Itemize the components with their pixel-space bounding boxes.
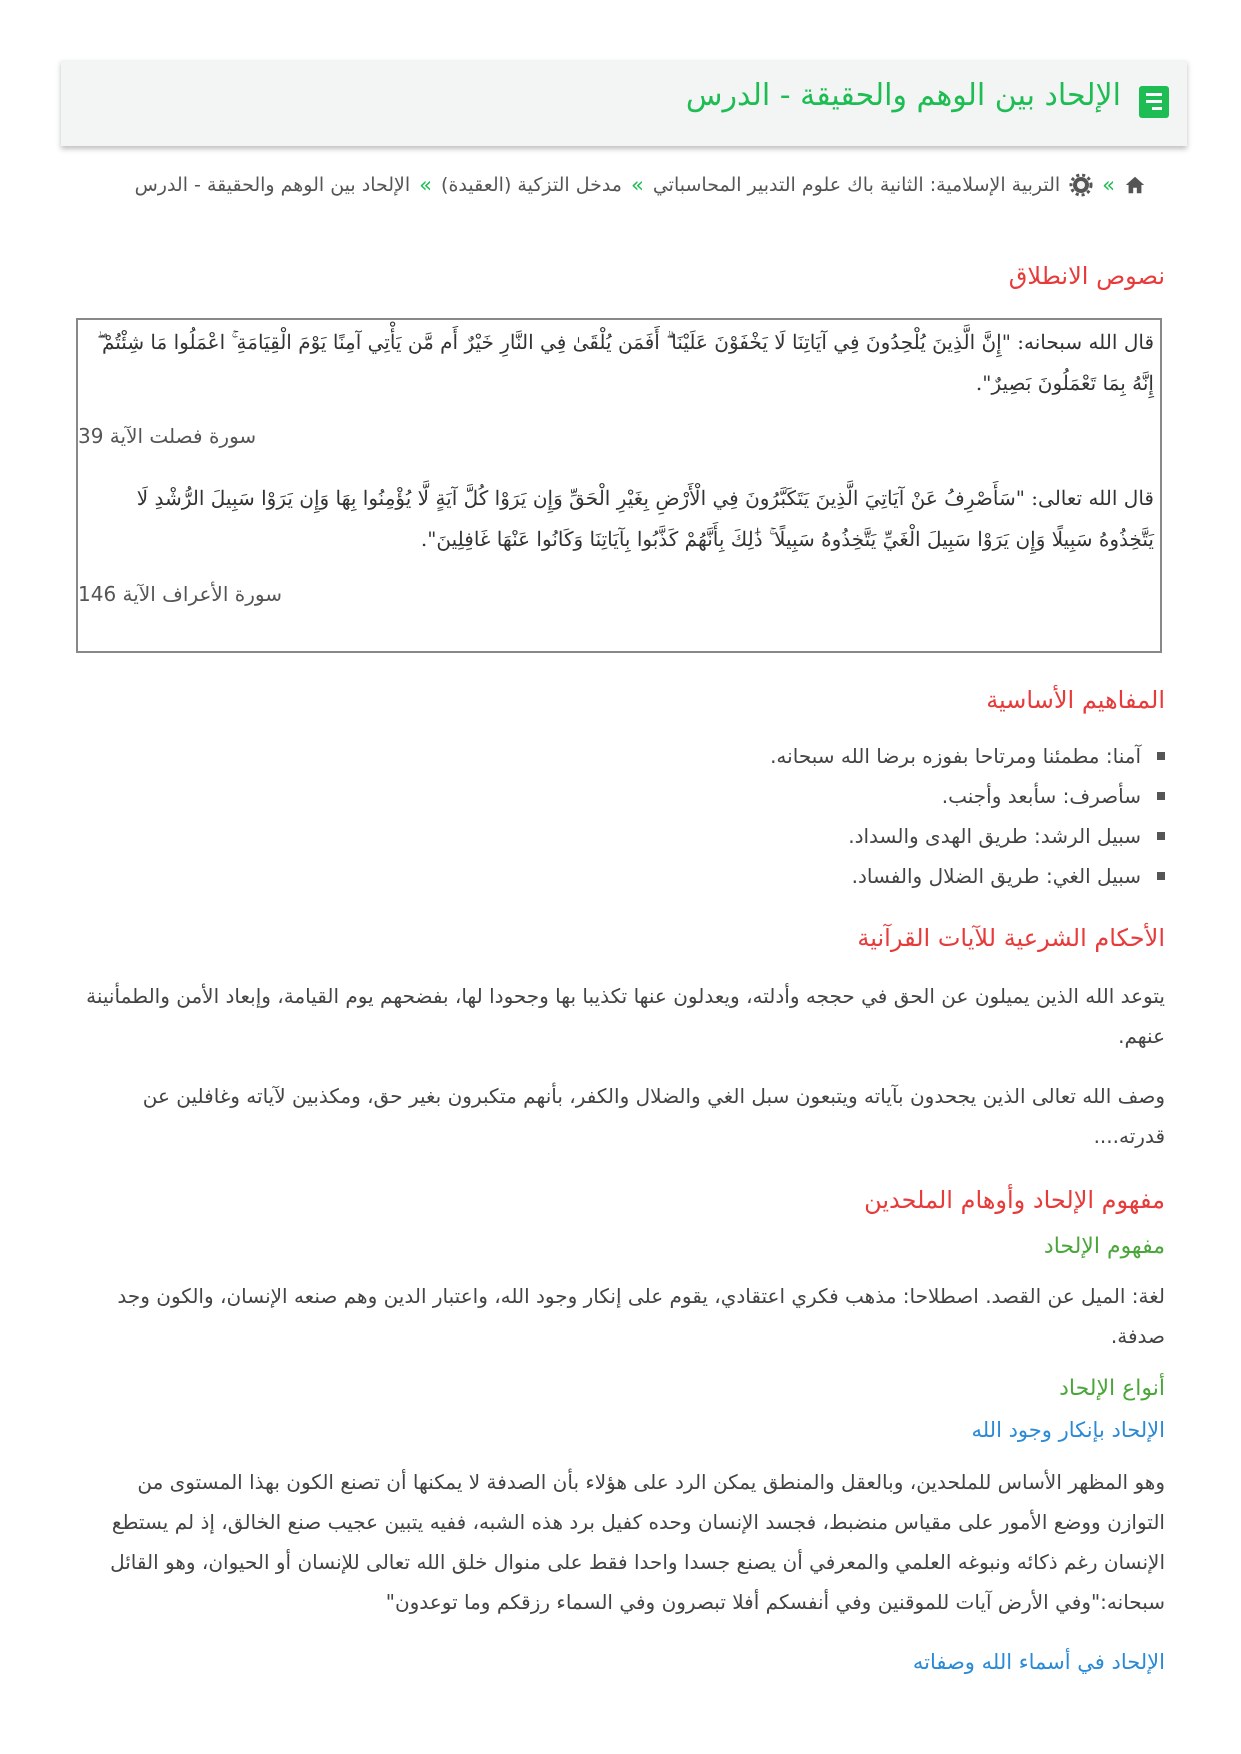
paragraph: يتوعد الله الذين يميلون عن الحق في حججه وأدلته، ويعدلون عنها تكذيبا بها وجحودا لها، بفضحهم يوم القيامة، وإبعاد الأمن والطمأنينة عنهم. — [86, 984, 1165, 1048]
gear-icon — [1069, 173, 1093, 197]
list-item: سبيل الغي: طريق الضلال والفساد. — [165, 856, 1165, 896]
subsubsection-title-type2: الإلحاد في أسماء الله وصفاته — [912, 1650, 1165, 1674]
paragraph: لغة: الميل عن القصد. اصطلاحا: مذهب فكري اعتقادي، يقوم على إنكار وجود الله، واعتبار الدين وهم صنعه الإنسان، والكون وجد صدفة. — [117, 1284, 1165, 1348]
concepts-list — [165, 736, 1165, 896]
paragraph: وصف الله تعالى الذين يجحدون بآياته ويتبعون سبل الغي والضلال والكفر، بأنهم متكبرون بغير حق، ومكذبين لآياته وغافلين عن قدرته.... — [142, 1084, 1165, 1148]
breadcrumb-separator: » — [1102, 173, 1115, 197]
breadcrumb — [135, 170, 1146, 200]
quote-reference: سورة الأعراف الآية 146 — [78, 582, 282, 606]
bullet-icon — [1157, 792, 1165, 800]
bullet-icon — [1157, 832, 1165, 840]
section-title-rulings: الأحكام الشرعية للآيات القرآنية — [857, 924, 1165, 952]
document-icon — [1139, 86, 1169, 118]
quote-reference: سورة فصلت الآية 39 — [78, 424, 257, 448]
section-title-starting-texts: نصوص الانطلاق — [1008, 262, 1165, 290]
bullet-icon — [1157, 872, 1165, 880]
paragraph: وهو المظهر الأساس للملحدين، وبالعقل والمنطق يمكن الرد على هؤلاء بأن الصدفة لا يمكنها أن تصنع الكون بهذا المستوى من التوازن ووضع الأمور على مقياس منضبط، فجسد الإنسان وحده كفيل برد هذه الشبه، ففيه يتبين عجيب صنع الخالق، إذ لم يستطع الإنسان رغم ذكائه ونبوغه العلمي والمعرفي أن يصنع جسدا واحدا فقط على منوال خلق الله تعالى للإنسان أو الحيوان، وهو القائل سبحانه:"وفي الأرض آيات للموقنين وفي أنفسكم أفلا تبصرون وفي السماء رزقكم وما توعدون" — [110, 1470, 1165, 1614]
breadcrumb-separator: » — [419, 173, 433, 197]
page-title: الإلحاد بين الوهم والحقيقة - الدرس — [685, 78, 1121, 113]
bullet-icon — [1157, 752, 1165, 760]
breadcrumb-item-unit[interactable]: مدخل التزكية (العقيدة) — [441, 174, 622, 196]
breadcrumb-item-subject[interactable]: التربية الإسلامية: الثانية باك علوم التدبير المحاسباتي — [652, 174, 1061, 196]
list-item: سأصرف: سأبعد وأجنب. — [165, 776, 1165, 816]
subsection-title-concept: مفهوم الإلحاد — [1043, 1234, 1165, 1259]
section-title-atheism: مفهوم الإلحاد وأوهام الملحدين — [864, 1186, 1165, 1214]
list-item: آمنا: مطمئنا ومرتاحا بفوزه برضا الله سبحانه. — [165, 736, 1165, 776]
quote-box — [76, 318, 1162, 653]
breadcrumb-separator: » — [630, 173, 644, 197]
subsection-title-types: أنواع الإلحاد — [1059, 1376, 1165, 1401]
page-header — [61, 60, 1187, 146]
quote-text: قال الله تعالى: "سَأَصْرِفُ عَنْ آيَاتِيَ الَّذِينَ يَتَكَبَّرُونَ فِي الْأَرْضِ بِغَيْرِ الْحَقِّ وَإِن يَرَوْا كُلَّ آيَةٍ لَّا يُؤْمِنُوا بِهَا وَإِن يَرَوْا سَبِيلَ الرُّشْدِ لَا يَتَّخِذُوهُ سَبِيلًا وَإِن يَرَوْا سَبِيلَ الْغَيِّ يَتَّخِذُوهُ سَبِيلًا ۚ ذَٰلِكَ بِأَنَّهُمْ كَذَّبُوا بِآيَاتِنَا وَكَانُوا عَنْهَا غَافِلِينَ". — [136, 486, 1154, 551]
home-icon[interactable] — [1124, 174, 1146, 196]
breadcrumb-item-lesson[interactable]: الإلحاد بين الوهم والحقيقة - الدرس — [134, 174, 411, 196]
list-item: سبيل الرشد: طريق الهدى والسداد. — [165, 816, 1165, 856]
section-title-concepts: المفاهيم الأساسية — [986, 686, 1165, 714]
quote-text: قال الله سبحانه: "إِنَّ الَّذِينَ يُلْحِدُونَ فِي آيَاتِنَا لَا يَخْفَوْنَ عَلَيْنَا ۗ أَفَمَن يُلْقَىٰ فِي النَّارِ خَيْرٌ أَم مَّن يَأْتِي آمِنًا يَوْمَ الْقِيَامَةِ ۚ اعْمَلُوا مَا شِئْتُمْ ۖ إِنَّهُ بِمَا تَعْمَلُونَ بَصِيرٌ". — [96, 330, 1154, 395]
subsubsection-title-type1: الإلحاد بإنكار وجود الله — [971, 1418, 1165, 1442]
